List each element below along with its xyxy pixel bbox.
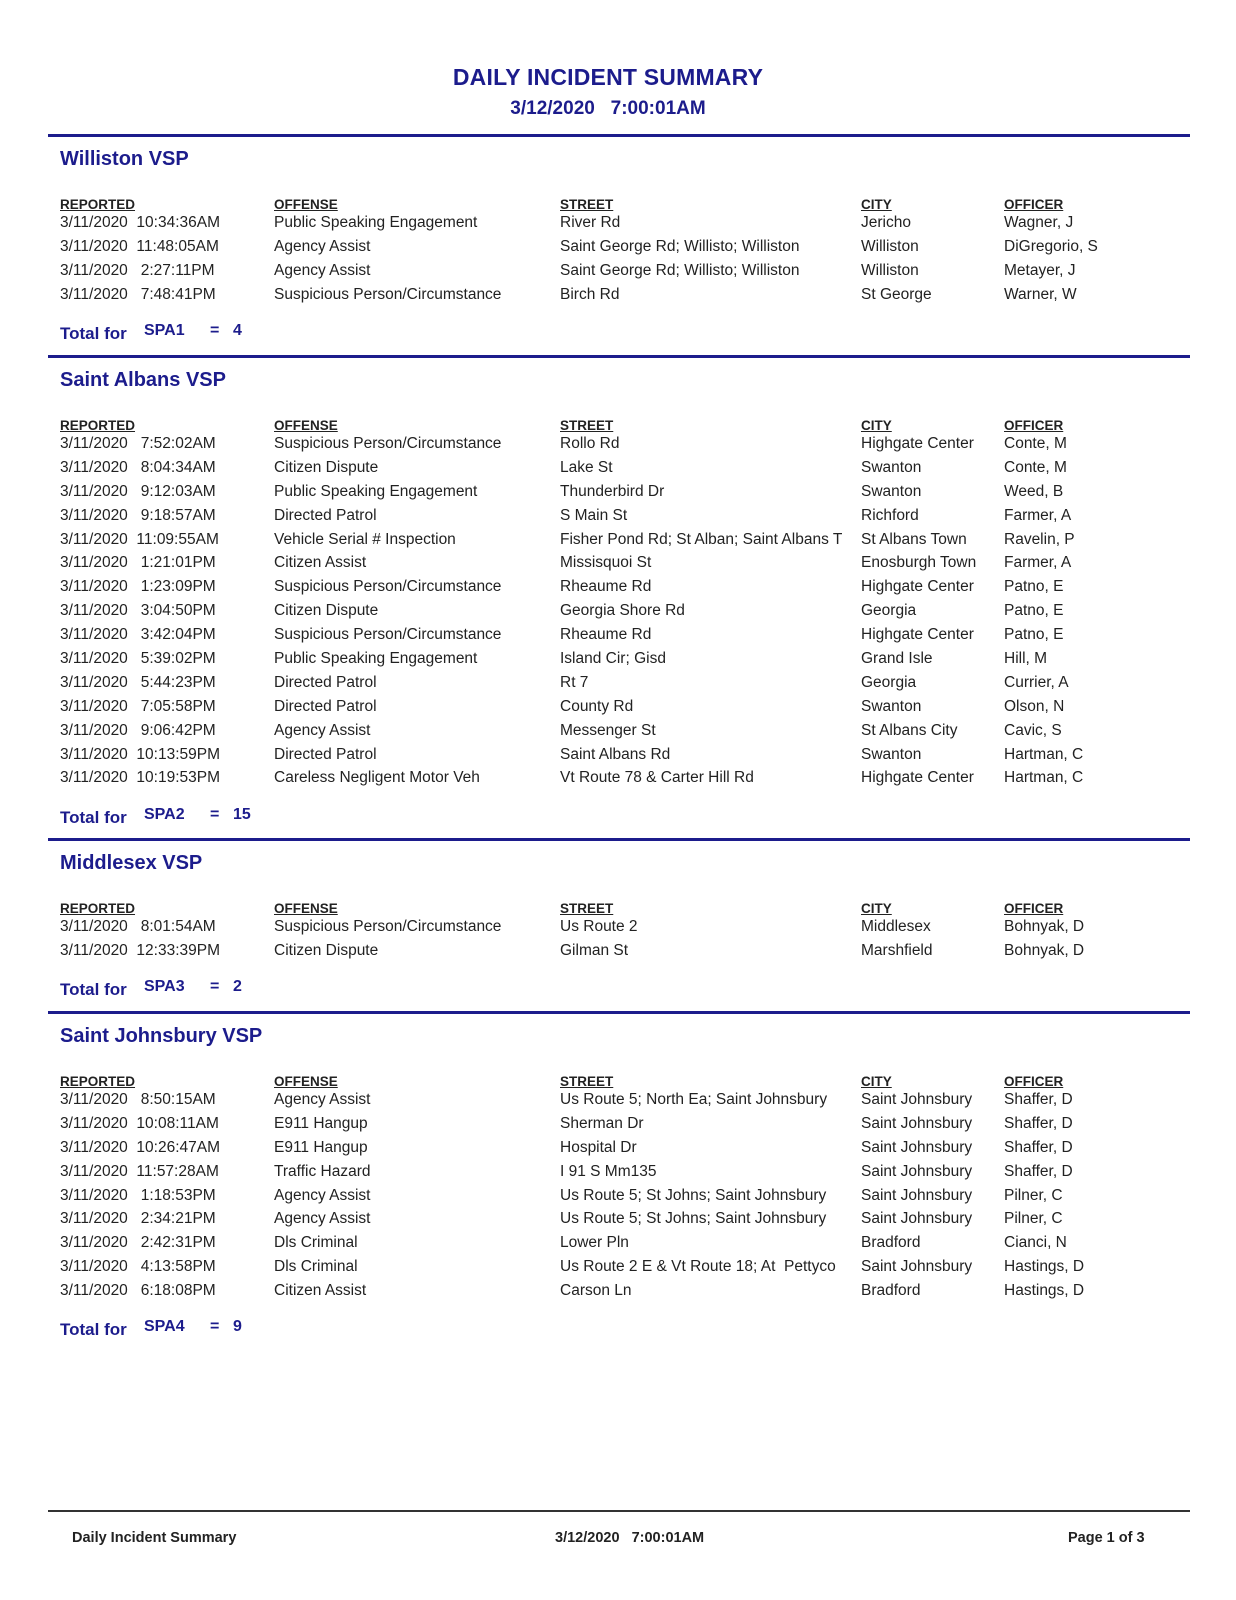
officer-cell: Shaffer, D xyxy=(1004,1162,1073,1180)
reported-cell: 3/11/2020 2:42:31PM xyxy=(60,1234,216,1252)
table-row xyxy=(0,720,1236,744)
offense-cell: Public Speaking Engagement xyxy=(274,650,478,668)
reported-cell: 3/11/2020 10:34:36AM xyxy=(60,214,221,231)
footer-report-name: Daily Incident Summary xyxy=(72,1530,237,1546)
reported-cell: 3/11/2020 3:42:04PM xyxy=(60,626,216,644)
city-cell: Swanton xyxy=(861,697,922,715)
section-total xyxy=(0,1318,600,1342)
column-header-street: STREET xyxy=(560,1074,614,1089)
street-cell: Messenger St xyxy=(560,721,656,739)
street-cell: Rheaume Rd xyxy=(560,578,652,596)
officer-cell: Pilner, C xyxy=(1004,1210,1063,1228)
reported-cell: 3/11/2020 10:19:53PM xyxy=(60,769,221,787)
city-cell: Swanton xyxy=(861,745,922,763)
station-title: Saint Johnsbury VSP xyxy=(60,1025,263,1047)
street-cell: Vt Route 78 & Carter Hill Rd xyxy=(560,769,754,787)
street-cell: Lake St xyxy=(560,458,613,476)
city-cell: Highgate Center xyxy=(861,769,974,787)
reported-cell: 3/11/2020 4:13:58PM xyxy=(60,1258,216,1276)
reported-cell: 3/11/2020 11:57:28AM xyxy=(60,1162,219,1180)
officer-cell: Bohnyak, D xyxy=(1004,941,1085,959)
officer-cell: Conte, M xyxy=(1004,458,1067,476)
total-label: Total for xyxy=(60,807,127,827)
reported-cell: 3/11/2020 10:13:59PM xyxy=(60,745,221,763)
reported-cell: 3/11/2020 8:04:34AM xyxy=(60,458,216,476)
reported-cell: 3/11/2020 9:12:03AM xyxy=(60,482,216,500)
table-row xyxy=(0,529,1236,553)
station-title: Middlesex VSP xyxy=(60,852,203,874)
footer-page-number: Page 1 of 3 xyxy=(1068,1530,1145,1546)
offense-cell: Suspicious Person/Circumstance xyxy=(274,626,502,644)
officer-cell: Patno, E xyxy=(1004,602,1064,620)
table-row xyxy=(0,1113,1236,1137)
table-row xyxy=(0,648,1236,672)
column-header-street: STREET xyxy=(560,418,614,433)
offense-cell: Agency Assist xyxy=(274,721,371,739)
column-header-offense: OFFENSE xyxy=(274,418,338,433)
column-header-offense: OFFENSE xyxy=(274,197,338,212)
offense-cell: Vehicle Serial # Inspection xyxy=(274,530,456,548)
incident-count: 9 xyxy=(233,1318,242,1336)
offense-cell: E911 Hangup xyxy=(274,1114,368,1132)
column-header-street: STREET xyxy=(560,197,614,212)
table-row xyxy=(0,1232,1236,1256)
table-row xyxy=(0,457,1236,481)
city-cell: Williston xyxy=(861,261,919,279)
city-cell: Georgia xyxy=(861,673,917,691)
city-cell: Highgate Center xyxy=(861,626,974,644)
officer-cell: Cianci, N xyxy=(1004,1234,1067,1252)
officer-cell: Shaffer, D xyxy=(1004,1138,1073,1156)
table-row xyxy=(0,696,1236,720)
city-cell: Saint Johnsbury xyxy=(861,1114,973,1132)
officer-cell: Hartman, C xyxy=(1004,769,1084,787)
officer-cell: Olson, N xyxy=(1004,697,1065,715)
city-cell: Swanton xyxy=(861,458,922,476)
reported-cell: 3/11/2020 6:18:08PM xyxy=(60,1282,216,1300)
table-row xyxy=(0,672,1236,696)
offense-cell: Suspicious Person/Circumstance xyxy=(274,918,502,935)
incident-count: 4 xyxy=(233,321,242,339)
table-row xyxy=(0,1256,1236,1280)
offense-cell: Suspicious Person/Circumstance xyxy=(274,285,502,303)
reported-cell: 3/11/2020 7:52:02AM xyxy=(60,435,216,452)
street-cell: River Rd xyxy=(560,214,621,231)
offense-cell: Directed Patrol xyxy=(274,673,377,691)
reported-cell: 3/11/2020 9:06:42PM xyxy=(60,721,216,739)
reported-cell: 3/11/2020 9:18:57AM xyxy=(60,506,216,524)
officer-cell: Hartman, C xyxy=(1004,745,1084,763)
street-cell: Georgia Shore Rd xyxy=(560,602,685,620)
street-cell: County Rd xyxy=(560,697,634,715)
table-row xyxy=(0,236,1236,260)
offense-cell: Agency Assist xyxy=(274,237,371,255)
officer-cell: Pilner, C xyxy=(1004,1186,1063,1204)
reported-cell: 3/11/2020 2:34:21PM xyxy=(60,1210,216,1228)
table-row xyxy=(0,552,1236,576)
table-row xyxy=(0,600,1236,624)
equals-sign: = xyxy=(210,805,220,823)
city-cell: Saint Johnsbury xyxy=(861,1091,973,1108)
table-row xyxy=(0,481,1236,505)
city-cell: Saint Johnsbury xyxy=(861,1258,973,1276)
city-cell: St George xyxy=(861,285,932,303)
table-row xyxy=(0,767,1236,791)
city-cell: Saint Johnsbury xyxy=(861,1162,973,1180)
offense-cell: Citizen Dispute xyxy=(274,941,379,959)
street-cell: Us Route 2 xyxy=(560,918,638,935)
total-label: Total for xyxy=(60,323,127,343)
column-header-officer: OFFICER xyxy=(1004,418,1064,433)
officer-cell: Patno, E xyxy=(1004,578,1064,596)
reported-cell: 3/11/2020 1:18:53PM xyxy=(60,1186,216,1204)
offense-cell: Agency Assist xyxy=(274,261,371,279)
reported-cell: 3/11/2020 8:50:15AM xyxy=(60,1091,216,1108)
city-cell: St Albans City xyxy=(861,721,958,739)
reported-cell: 3/11/2020 10:26:47AM xyxy=(60,1138,221,1156)
section-divider xyxy=(48,1011,1190,1014)
incident-table xyxy=(0,212,1236,308)
street-cell: Hospital Dr xyxy=(560,1138,637,1156)
table-row xyxy=(0,212,1236,236)
street-cell: Gilman St xyxy=(560,941,629,959)
officer-cell: Cavic, S xyxy=(1004,721,1062,739)
offense-cell: Careless Negligent Motor Veh xyxy=(274,769,480,787)
officer-cell: Ravelin, P xyxy=(1004,530,1075,548)
reported-cell: 3/11/2020 10:08:11AM xyxy=(60,1114,219,1132)
city-cell: Grand Isle xyxy=(861,650,933,668)
street-cell: Saint George Rd; Willisto; Williston xyxy=(560,261,800,279)
officer-cell: Patno, E xyxy=(1004,626,1064,644)
offense-cell: Public Speaking Engagement xyxy=(274,482,478,500)
section-total xyxy=(0,322,600,346)
table-row xyxy=(0,1089,1236,1113)
city-cell: Saint Johnsbury xyxy=(861,1186,973,1204)
officer-cell: Conte, M xyxy=(1004,435,1067,452)
reported-cell: 3/11/2020 8:01:54AM xyxy=(60,918,216,935)
table-row xyxy=(0,1185,1236,1209)
reported-cell: 3/11/2020 5:44:23PM xyxy=(60,673,216,691)
column-header-offense: OFFENSE xyxy=(274,1074,338,1089)
street-cell: Carson Ln xyxy=(560,1282,632,1300)
street-cell: Missisquoi St xyxy=(560,554,652,572)
incident-count: 15 xyxy=(233,805,251,823)
footer-datetime: 3/12/2020 7:00:01AM xyxy=(555,1530,705,1546)
table-row xyxy=(0,260,1236,284)
column-header-street: STREET xyxy=(560,901,614,916)
officer-cell: Warner, W xyxy=(1004,285,1077,303)
city-cell: Georgia xyxy=(861,602,917,620)
offense-cell: Dls Criminal xyxy=(274,1258,358,1276)
reported-cell: 3/11/2020 12:33:39PM xyxy=(60,941,221,959)
station-title: Williston VSP xyxy=(60,148,189,170)
offense-cell: Directed Patrol xyxy=(274,697,377,715)
station-title: Saint Albans VSP xyxy=(60,369,226,391)
street-cell: Rheaume Rd xyxy=(560,626,652,644)
column-header-city: CITY xyxy=(861,1074,892,1089)
equals-sign: = xyxy=(210,1318,220,1336)
street-cell: Island Cir; Gisd xyxy=(560,650,666,668)
reported-cell: 3/11/2020 7:05:58PM xyxy=(60,697,216,715)
offense-cell: Suspicious Person/Circumstance xyxy=(274,435,502,452)
table-row xyxy=(0,576,1236,600)
section-divider xyxy=(48,838,1190,841)
street-cell: Lower Pln xyxy=(560,1234,629,1252)
equals-sign: = xyxy=(210,321,220,339)
street-cell: Birch Rd xyxy=(560,285,620,303)
city-cell: Enosburgh Town xyxy=(861,554,977,572)
street-cell: Fisher Pond Rd; St Alban; Saint Albans T xyxy=(560,530,843,548)
section-total xyxy=(0,806,600,830)
street-cell: I 91 S Mm135 xyxy=(560,1162,657,1180)
area-code: SPA3 xyxy=(144,977,185,995)
offense-cell: Directed Patrol xyxy=(274,506,377,524)
city-cell: Marshfield xyxy=(861,941,933,959)
street-cell: S Main St xyxy=(560,506,628,524)
city-cell: Bradford xyxy=(861,1282,921,1300)
street-cell: Us Route 5; St Johns; Saint Johnsbury xyxy=(560,1186,827,1204)
city-cell: Saint Johnsbury xyxy=(861,1210,973,1228)
column-header-officer: OFFICER xyxy=(1004,1074,1064,1089)
officer-cell: Farmer, A xyxy=(1004,554,1072,572)
incident-table xyxy=(0,1089,1236,1304)
officer-cell: Hill, M xyxy=(1004,650,1048,668)
area-code: SPA4 xyxy=(144,1318,185,1336)
table-row xyxy=(0,1137,1236,1161)
table-row xyxy=(0,744,1236,768)
table-row xyxy=(0,916,1236,940)
officer-cell: Shaffer, D xyxy=(1004,1091,1073,1108)
column-header-officer: OFFICER xyxy=(1004,901,1064,916)
reported-cell: 3/11/2020 11:48:05AM xyxy=(60,237,219,255)
offense-cell: Suspicious Person/Circumstance xyxy=(274,578,502,596)
city-cell: Jericho xyxy=(861,214,911,231)
table-row xyxy=(0,1161,1236,1185)
footer-divider xyxy=(48,1510,1190,1512)
street-cell: Us Route 5; St Johns; Saint Johnsbury xyxy=(560,1210,827,1228)
reported-cell: 3/11/2020 7:48:41PM xyxy=(60,285,216,303)
equals-sign: = xyxy=(210,977,220,995)
officer-cell: Shaffer, D xyxy=(1004,1114,1073,1132)
header-divider xyxy=(48,134,1190,137)
offense-cell: Agency Assist xyxy=(274,1091,371,1108)
offense-cell: Traffic Hazard xyxy=(274,1162,371,1180)
offense-cell: Dls Criminal xyxy=(274,1234,358,1252)
city-cell: Highgate Center xyxy=(861,435,974,452)
city-cell: Bradford xyxy=(861,1234,921,1252)
street-cell: Us Route 2 E & Vt Route 18; At Pettyco xyxy=(560,1258,836,1276)
city-cell: Williston xyxy=(861,237,919,255)
reported-cell: 3/11/2020 11:09:55AM xyxy=(60,530,219,548)
offense-cell: Citizen Dispute xyxy=(274,602,379,620)
officer-cell: Metayer, J xyxy=(1004,261,1076,279)
offense-cell: Citizen Assist xyxy=(274,1282,367,1300)
total-label: Total for xyxy=(60,1320,127,1340)
area-code: SPA1 xyxy=(144,321,185,339)
reported-cell: 3/11/2020 1:23:09PM xyxy=(60,578,216,596)
column-header-reported: REPORTED xyxy=(60,1074,136,1089)
offense-cell: Public Speaking Engagement xyxy=(274,214,478,231)
officer-cell: DiGregorio, S xyxy=(1004,237,1098,255)
table-row xyxy=(0,940,1236,964)
column-header-city: CITY xyxy=(861,418,892,433)
city-cell: Middlesex xyxy=(861,918,931,935)
column-header-reported: REPORTED xyxy=(60,197,136,212)
city-cell: Richford xyxy=(861,506,919,524)
offense-cell: Citizen Assist xyxy=(274,554,367,572)
officer-cell: Currier, A xyxy=(1004,673,1069,691)
officer-cell: Hastings, D xyxy=(1004,1282,1085,1300)
reported-cell: 3/11/2020 1:21:01PM xyxy=(60,554,216,572)
incident-count: 2 xyxy=(233,977,242,995)
table-row xyxy=(0,505,1236,529)
total-label: Total for xyxy=(60,979,127,999)
column-header-officer: OFFICER xyxy=(1004,197,1064,212)
column-header-reported: REPORTED xyxy=(60,418,136,433)
street-cell: Us Route 5; North Ea; Saint Johnsbury xyxy=(560,1091,828,1108)
column-header-offense: OFFENSE xyxy=(274,901,338,916)
reported-cell: 3/11/2020 5:39:02PM xyxy=(60,650,216,668)
section-total xyxy=(0,978,600,1002)
offense-cell: Agency Assist xyxy=(274,1186,371,1204)
street-cell: Rollo Rd xyxy=(560,435,620,452)
street-cell: Saint George Rd; Willisto; Williston xyxy=(560,237,800,255)
offense-cell: Agency Assist xyxy=(274,1210,371,1228)
table-row xyxy=(0,624,1236,648)
officer-cell: Wagner, J xyxy=(1004,214,1074,231)
offense-cell: E911 Hangup xyxy=(274,1138,368,1156)
officer-cell: Hastings, D xyxy=(1004,1258,1085,1276)
city-cell: Highgate Center xyxy=(861,578,974,596)
officer-cell: Bohnyak, D xyxy=(1004,918,1085,935)
section-divider xyxy=(48,355,1190,358)
area-code: SPA2 xyxy=(144,805,185,823)
reported-cell: 3/11/2020 3:04:50PM xyxy=(60,602,216,620)
incident-table xyxy=(0,916,1236,964)
reported-cell: 3/11/2020 2:27:11PM xyxy=(60,261,215,279)
report-datetime: 3/12/2020 7:00:01AM xyxy=(510,98,706,119)
column-header-city: CITY xyxy=(861,901,892,916)
offense-cell: Citizen Dispute xyxy=(274,458,379,476)
street-cell: Sherman Dr xyxy=(560,1114,644,1132)
officer-cell: Weed, B xyxy=(1004,482,1064,500)
table-row xyxy=(0,1280,1236,1304)
column-header-city: CITY xyxy=(861,197,892,212)
incident-table xyxy=(0,433,1236,791)
table-row xyxy=(0,433,1236,457)
city-cell: Saint Johnsbury xyxy=(861,1138,973,1156)
page-title: DAILY INCIDENT SUMMARY xyxy=(452,64,764,90)
city-cell: St Albans Town xyxy=(861,530,967,548)
table-row xyxy=(0,1208,1236,1232)
street-cell: Rt 7 xyxy=(560,673,589,691)
street-cell: Thunderbird Dr xyxy=(560,482,665,500)
column-header-reported: REPORTED xyxy=(60,901,136,916)
street-cell: Saint Albans Rd xyxy=(560,745,671,763)
city-cell: Swanton xyxy=(861,482,922,500)
table-row xyxy=(0,284,1236,308)
offense-cell: Directed Patrol xyxy=(274,745,377,763)
officer-cell: Farmer, A xyxy=(1004,506,1072,524)
